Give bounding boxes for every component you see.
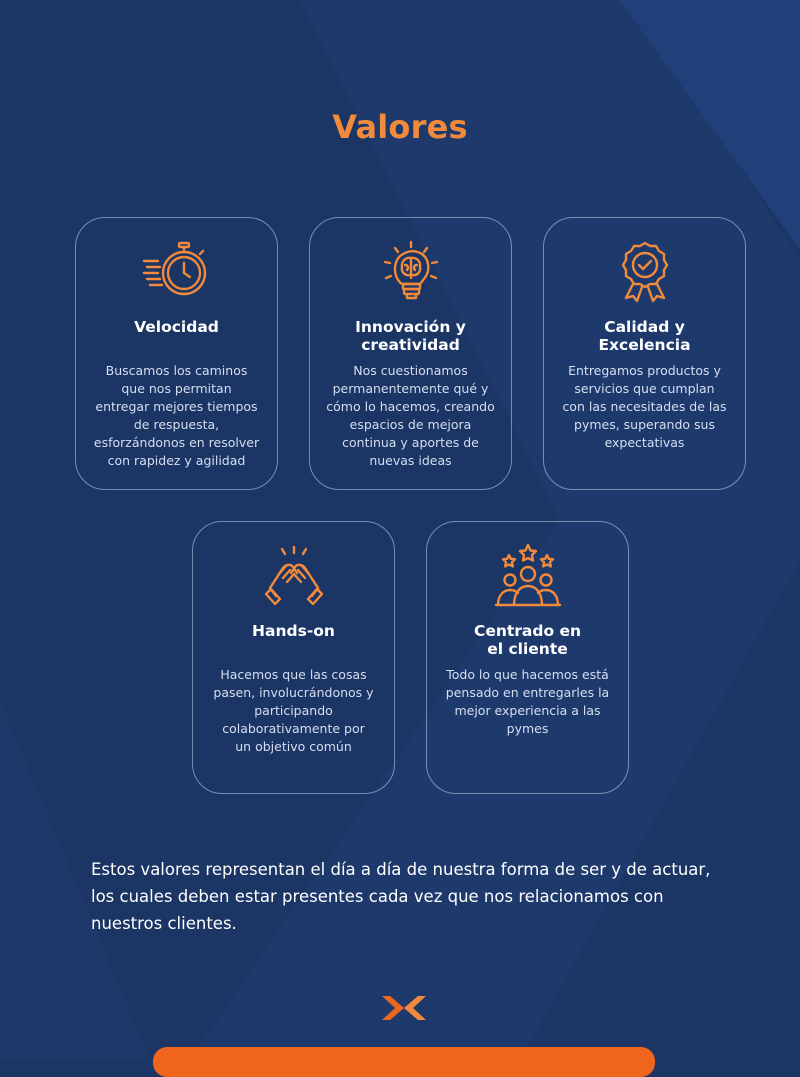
value-card-hands-on: [192, 521, 395, 794]
page-title: Valores: [332, 108, 468, 146]
high-five-icon: [259, 544, 329, 608]
closing-statement: Estos valores representan el día a día de nuestra forma de ser y de actuar, los cuales deben estar presentes cada vez que nos relacionamos con nuestros clientes.: [91, 860, 711, 933]
card-description: Entregamos productos y servicios que cumplan con las necesitades de las pymes, superando sus expectativas: [562, 363, 727, 450]
brand-logo: [381, 994, 427, 1022]
lightbulb-brain-icon: [376, 240, 446, 304]
value-card-velocidad: [75, 217, 278, 490]
card-title: Velocidad: [134, 318, 219, 336]
customer-stars-icon: [493, 544, 563, 608]
card-description: Hacemos que las cosas pasen, involucrándonos y participando colaborativamente por un objetivo común: [213, 667, 374, 754]
value-card-calidad: [543, 217, 746, 490]
value-card-innovacion: [309, 217, 512, 490]
bottom-accent-bar: [153, 1047, 655, 1077]
card-description: Nos cuestionamos permanentemente qué y cómo lo hacemos, creando espacios de mejora continua y aportes de nuevas ideas: [326, 363, 495, 468]
value-card-centrado-cliente: [426, 521, 629, 794]
stopwatch-icon: [142, 240, 212, 304]
award-badge-icon: [610, 240, 680, 304]
card-title: Innovación y creatividad: [355, 318, 466, 354]
card-description: Todo lo que hacemos está pensado en entregarles la mejor experiencia a las pymes: [445, 667, 610, 736]
card-title: Hands-on: [252, 622, 335, 640]
card-title: Centrado en el cliente: [473, 622, 582, 658]
card-title: Calidad y Excelencia: [598, 318, 691, 354]
card-description: Buscamos los caminos que nos permitan entregar mejores tiempos de respuesta, esforzándonos en resolver con rapidez y agilidad: [93, 363, 260, 468]
